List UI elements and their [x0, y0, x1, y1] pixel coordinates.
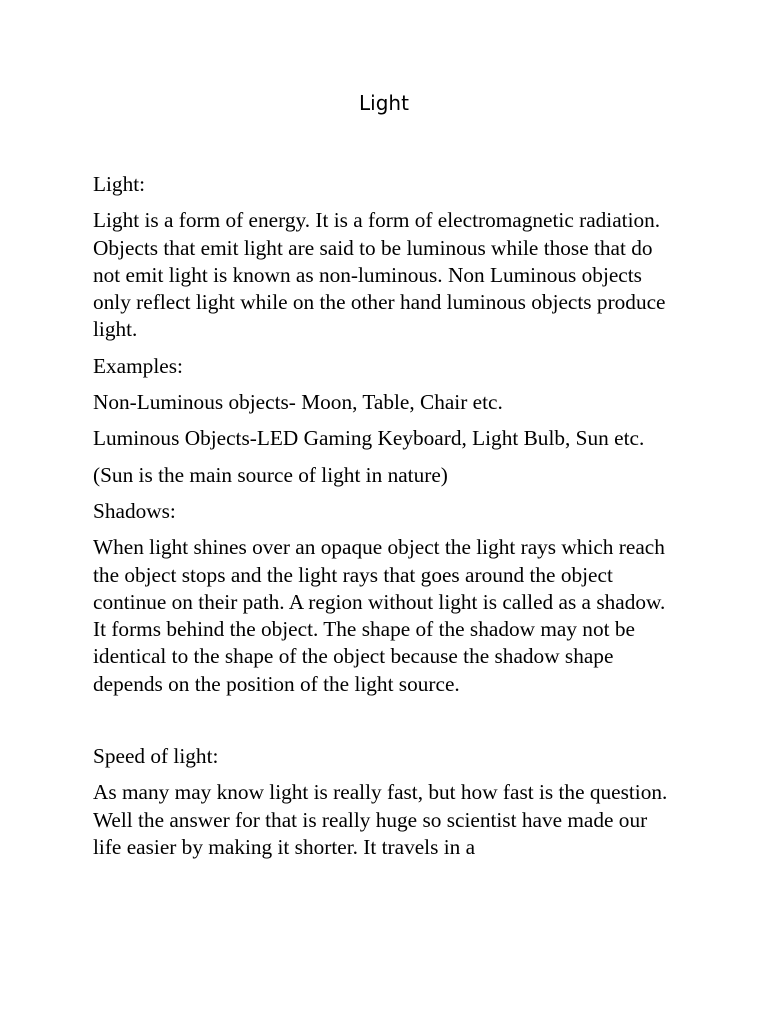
heading-speed-of-light: Speed of light: [93, 744, 219, 769]
paragraph-sun-note: (Sun is the main source of light in nature) [93, 462, 448, 487]
paragraph-light-definition: Light is a form of energy. It is a form of electromagnetic radiation. Objects that emit light are said to be luminous while those that do not emit light is known as non-luminous. Non Luminous objects only reflect light while on the other hand luminous objects produce light. [93, 208, 666, 342]
paragraph-shadows: When light shines over an opaque object the light rays which reach the object stops and the light rays that goes around the object continue on their path. A region without light is called as a shadow. It forms behind the object. The shape of the shadow may not be identical to the shape of the object because the shadow shape depends on the position of the light source. [93, 535, 666, 696]
paragraph-luminous-examples: Luminous Objects-LED Gaming Keyboard, Light Bulb, Sun etc. [93, 426, 645, 451]
heading-shadows: Shadows: [93, 498, 176, 523]
document-title: Light [359, 91, 409, 115]
paragraph-non-luminous-examples: Non-Luminous objects- Moon, Table, Chair etc. [93, 390, 503, 415]
document-body [93, 171, 673, 870]
heading-light: Light: [93, 172, 146, 196]
paragraph-speed-of-light: As many may know light is really fast, but how fast is the question. Well the answer for that is really huge so scientist have made our life easier by making it shorter. It travels in a [93, 780, 668, 859]
heading-examples: Examples: [93, 353, 183, 378]
blank-line [93, 707, 673, 734]
